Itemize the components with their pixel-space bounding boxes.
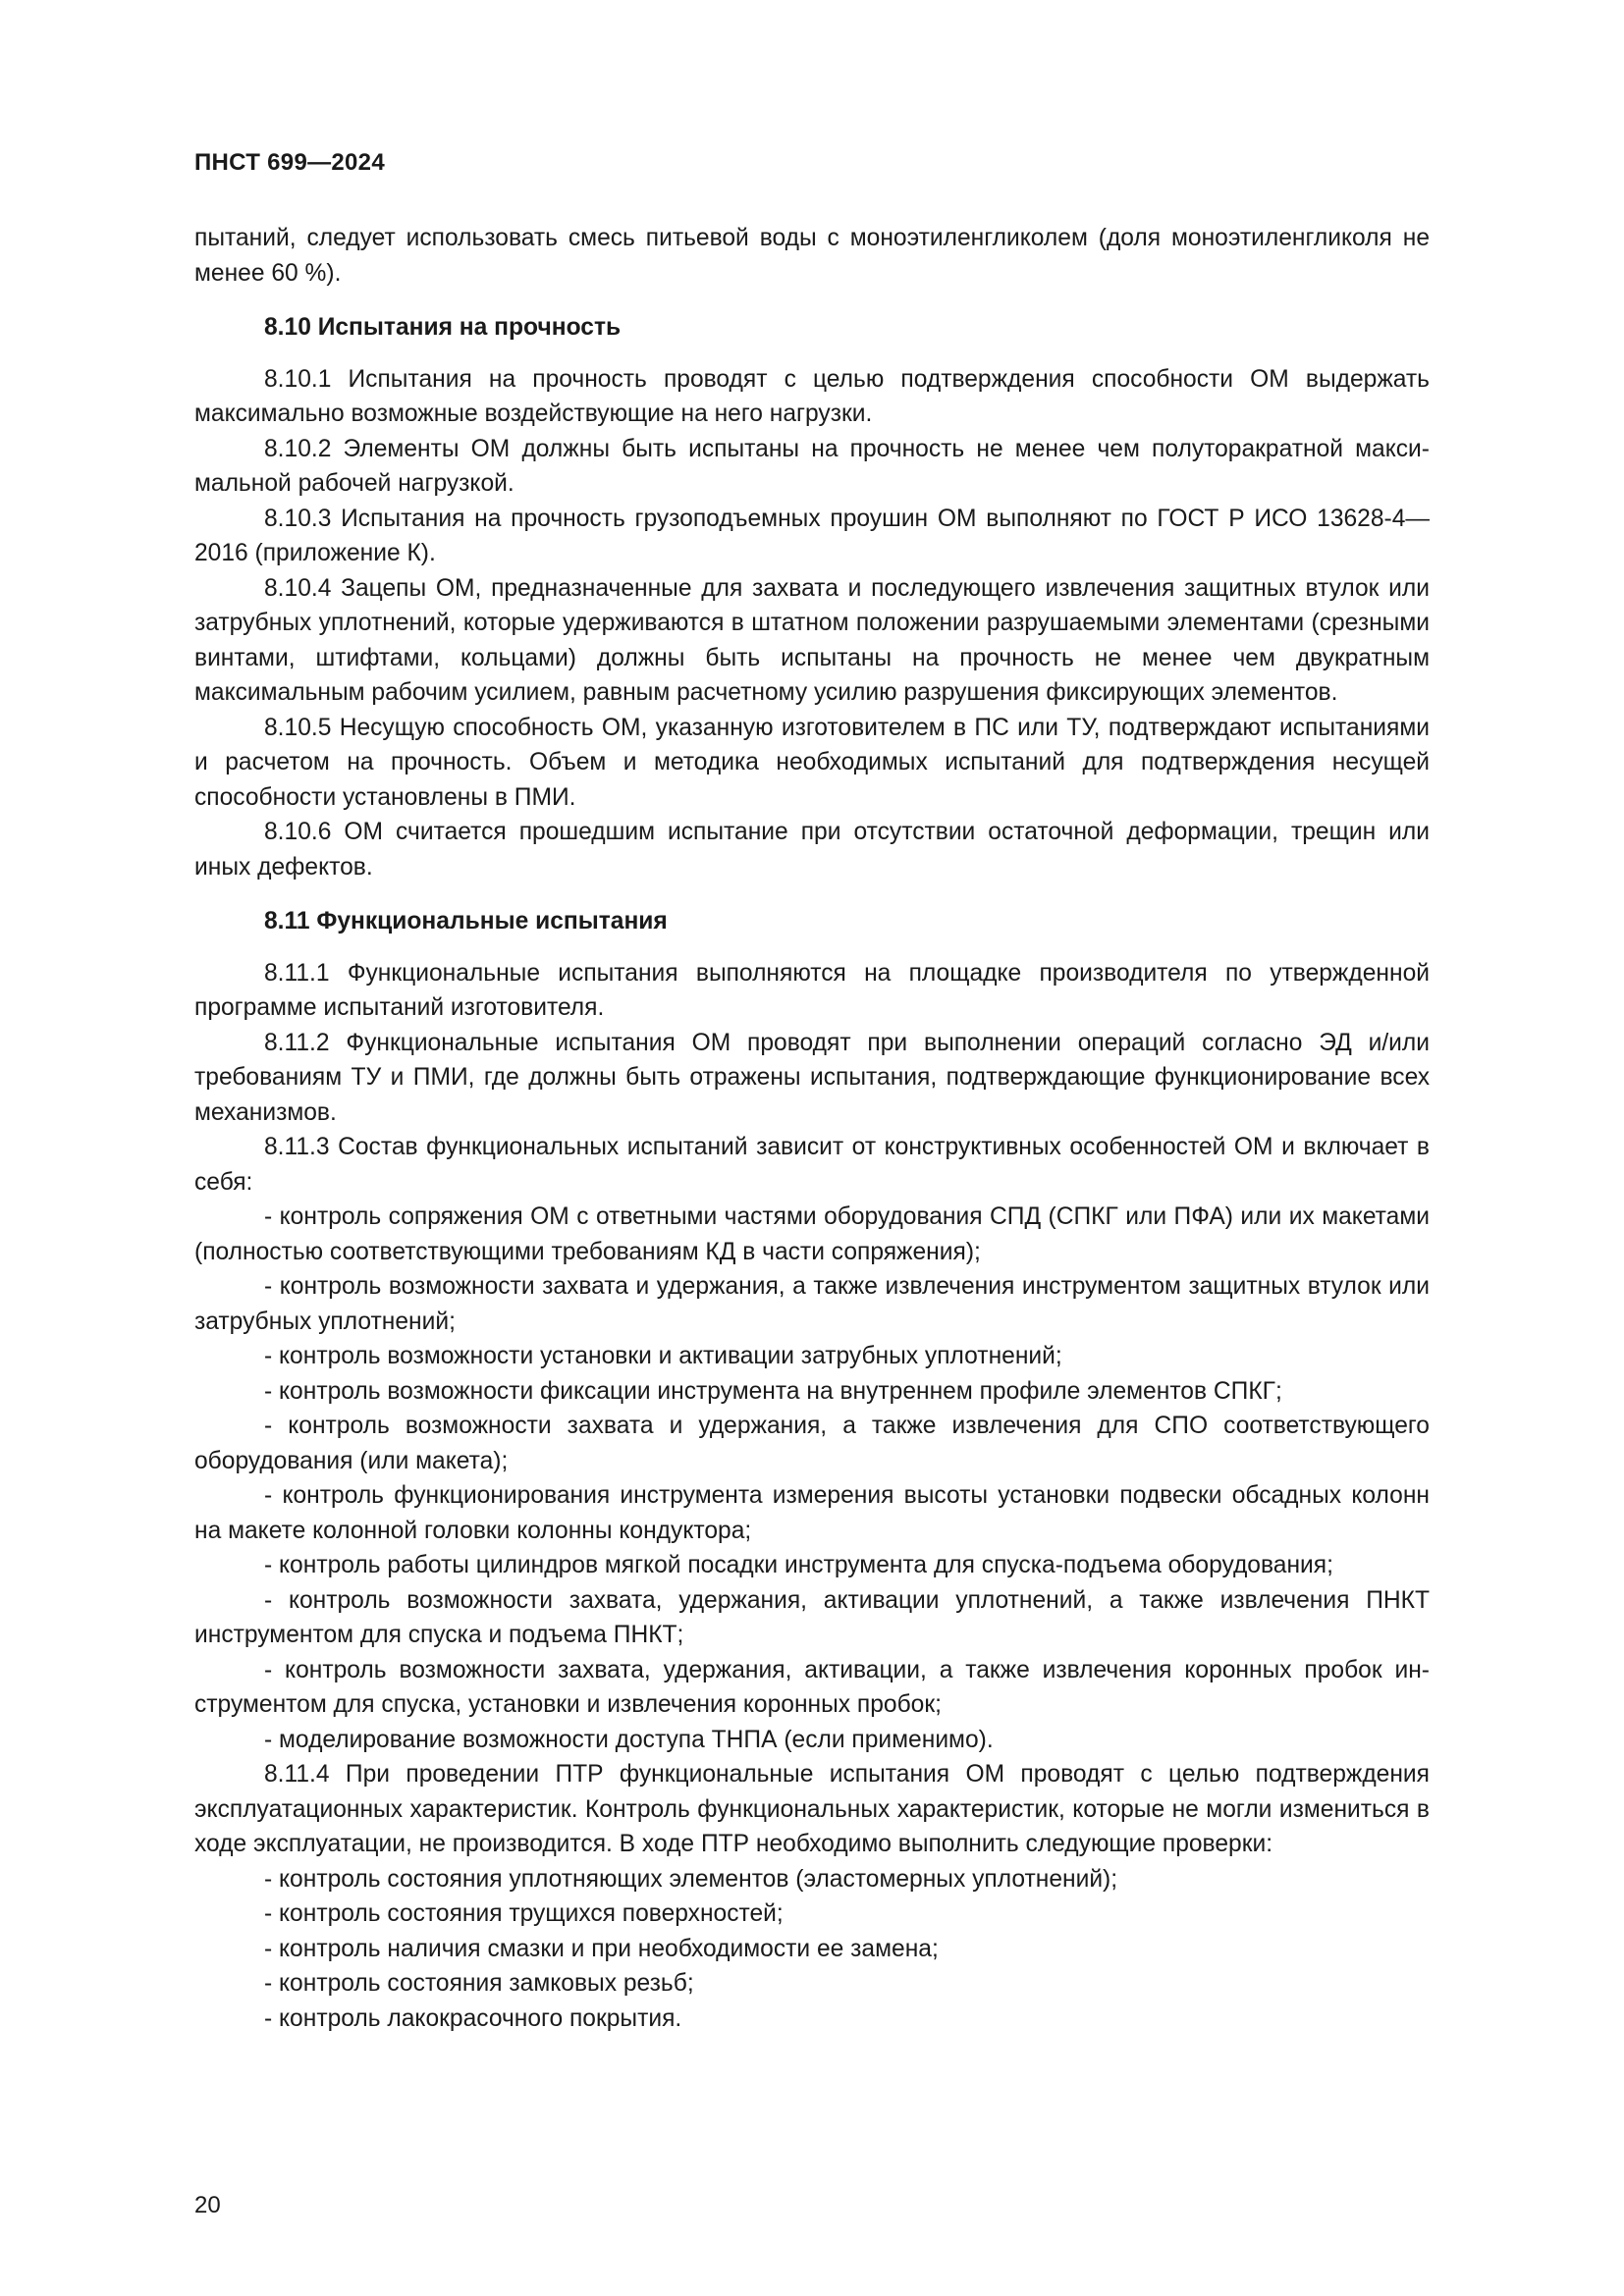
list-item: - контроль возможности захвата, удержания, активации, а также извлечения коронных пробок инструментом для спуска, установки и извлечения коронных пробок; bbox=[194, 1656, 1430, 1718]
paragraph-8-10-4: 8.10.4 Зацепы ОМ, предназначенные для захвата и последующего извлечения защитных втулок или затрубных уплотнений, которые удерживаются в штатном положении разрушаемыми элементами (срезными винтами, штифтами, кольцами) должны быть испытаны на прочность не менее чем двукратным максимальным рабочим усилием, равным расчетному усилию разрушения фиксирующих элементов. bbox=[194, 574, 1430, 706]
paragraph-8-10-3: 8.10.3 Испытания на прочность грузоподъемных проушин ОМ выполняют по ГОСТ Р ИСО 13628-4—2016 (приложение К). bbox=[194, 505, 1430, 566]
paragraph-8-10-2: 8.10.2 Элементы ОМ должны быть испытаны на прочность не менее чем полуторакратной максимальной рабочей нагрузкой. bbox=[194, 435, 1430, 497]
list-item: - контроль возможности установки и активации затрубных уплотнений; bbox=[264, 1343, 1062, 1369]
list-item: - контроль возможности захвата и удержания, а также извлечения инструментом защитных втулок или затрубных уплотнений; bbox=[194, 1273, 1430, 1335]
list-item: - контроль состояния трущихся поверхностей; bbox=[264, 1900, 784, 1927]
document-header-id: ПНСТ 699—2024 bbox=[194, 149, 385, 176]
section-heading-8-11: 8.11 Функциональные испытания bbox=[264, 908, 668, 934]
list-item: - контроль лакокрасочного покрытия. bbox=[264, 2004, 682, 2032]
paragraph-continuation: пытаний, следует использовать смесь питьевой воды с моноэтиленгликолем (доля моноэтиленгликоля не менее 60 %). bbox=[194, 225, 1430, 287]
paragraph-8-10-1: 8.10.1 Испытания на прочность проводят с целью подтверждения способности ОМ выдержать максимально возможные воздействующие на него нагрузки. bbox=[194, 365, 1430, 427]
list-item: - контроль сопряжения ОМ с ответными частями оборудования СПД (СПКГ или ПФА) или их макетами (полностью соответствующими требованиям КД в части сопряжения); bbox=[194, 1203, 1430, 1265]
section-heading-8-10: 8.10 Испытания на прочность bbox=[264, 314, 622, 341]
list-item: - контроль работы цилиндров мягкой посадки инструмента для спуска-подъема оборудования; bbox=[264, 1552, 1333, 1578]
paragraph-8-11-1: 8.11.1 Функциональные испытания выполняются на площадке производителя по утвержденной программе испытаний изготовителя. bbox=[194, 959, 1430, 1021]
paragraph-8-10-5: 8.10.5 Несущую способность ОМ, указанную изготовителем в ПС или ТУ, подтверждают испытаниями и расчетом на прочность. Объем и методика необходимых испытаний для подтверждения несущей способности установлены в ПМИ. bbox=[194, 714, 1430, 811]
paragraph-8-11-2: 8.11.2 Функциональные испытания ОМ проводят при выполнении операций согласно ЭД и/или требованиям ТУ и ПМИ, где должны быть отражены испытания, подтверждающие функционирование всех механизмов. bbox=[194, 1029, 1430, 1126]
list-item: - контроль состояния замковых резьб; bbox=[264, 1970, 694, 1997]
paragraph-8-10-6: 8.10.6 ОМ считается прошедшим испытание при отсутствии остаточной деформации, трещин или иных дефектов. bbox=[194, 819, 1430, 881]
list-item: - контроль возможности захвата и удержания, а также извлечения для СПО соответствующего оборудования (или макета); bbox=[194, 1413, 1430, 1474]
document-body bbox=[194, 221, 1430, 2036]
list-item: - контроль состояния уплотняющих элементов (эластомерных уплотнений); bbox=[264, 1865, 1118, 1893]
paragraph-8-11-3: 8.11.3 Состав функциональных испытаний зависит от конструктивных особенностей ОМ и включает в себя: bbox=[194, 1134, 1430, 1196]
list-item: - контроль возможности захвата, удержания, активации уплотнений, а также извлечения ПНКТ инструментом для спуска и подъема ПНКТ; bbox=[194, 1586, 1430, 1648]
paragraph-8-11-4: 8.11.4 При проведении ПТР функциональные испытания ОМ проводят с целью подтверждения эксплуатационных характеристик. Контроль функциональных характеристик, которые не могли измениться в ходе эксплуатации, не производится. В ходе ПТР необходимо выполнить следующие проверки: bbox=[194, 1761, 1430, 1857]
list-item: - контроль наличия смазки и при необходимости ее замена; bbox=[264, 1935, 939, 1962]
list-item: - контроль возможности фиксации инструмента на внутреннем профиле элементов СПКГ; bbox=[264, 1377, 1282, 1405]
list-item: - контроль функционирования инструмента измерения высоты установки подвески обсадных колонн на макете колонной головки колонны кондуктора; bbox=[194, 1482, 1430, 1544]
list-item: - моделирование возможности доступа ТНПА (если применимо). bbox=[264, 1726, 994, 1753]
page-number: 20 bbox=[194, 2192, 221, 2218]
